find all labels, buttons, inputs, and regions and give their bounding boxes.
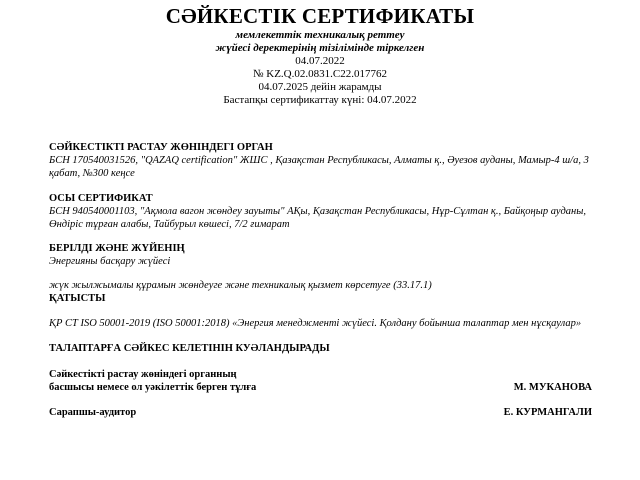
conformity-heading: ТАЛАПТАРҒА СӘЙКЕС КЕЛЕТІНІН КУӘЛАНДЫРАДЫ — [49, 343, 330, 354]
system-section — [49, 242, 614, 268]
system-heading: БЕРІЛДІ ЖӘНЕ ЖҮЙЕНІҢ — [49, 243, 185, 254]
organ-section — [49, 141, 614, 180]
scope-text: жүк жылжымалы құрамын жөндеуге және техникалық қызмет көрсетуге (33.17.1) — [49, 280, 432, 291]
standard-heading: ҚАТЫСТЫ — [49, 293, 106, 304]
certificate-number: № KZ.Q.02.0831.C22.017762 — [253, 68, 387, 80]
registry-line-2: жүйесі деректерінің тізілімінде тіркелген — [215, 42, 425, 54]
auditor-label: Сарапшы-аудитор — [49, 407, 137, 418]
auditor-signature-row — [49, 406, 592, 419]
head-signature-line1: Сәйкестікті растау жөніндегі органның — [49, 369, 237, 380]
issued-to-text: БСН 940540001103, "Ақмола вагон жөндеу зауыты" АҚы, Қазақстан Республикасы, Нұр-Сұлтан қ., Байқоңыр ауданы, Өндіріс тұрған алабы, Тайбурыл көшесі, 7/2 ғимарат — [49, 206, 586, 230]
head-signature-row — [49, 381, 592, 394]
head-signature-label: басшысы немесе ол уәкілеттік берген тұлға — [49, 382, 257, 393]
certificate-title: СӘЙКЕСТІК СЕРТИФИКАТЫ — [165, 4, 475, 28]
registration-date: 04.07.2022 — [295, 55, 345, 67]
initial-certification-date: Бастапқы сертификаттау күні: 04.07.2022 — [223, 94, 417, 106]
auditor-name: Е. КУРМАНГАЛИ — [503, 407, 592, 418]
organ-heading: СӘЙКЕСТІКТІ РАСТАУ ЖӨНІНДЕГІ ОРГАН — [49, 142, 273, 153]
system-text: Энергияны басқару жүйесі — [49, 256, 171, 267]
issued-to-section — [49, 192, 614, 231]
standard-section — [49, 292, 614, 330]
standard-text: ҚР СТ ISO 50001-2019 (ISO 50001:2018) «Энергия менеджменті жүйесі. Қолдану бойынша талаптар мен нұсқаулар» — [49, 318, 582, 329]
organ-text: БСН 170540031526, "QAZAQ certification" ЖШС , Қазақстан Республикасы, Алматы қ., Әуезов ауданы, Мамыр-4 ш/а, 3 қабат, №300 кеңсе — [49, 155, 589, 179]
valid-until: 04.07.2025 дейін жарамды — [258, 81, 382, 93]
issued-to-heading: ОСЫ СЕРТИФИКАТ — [49, 193, 153, 204]
head-name: М. МУКАНОВА — [513, 382, 592, 393]
registry-line-1: мемлекеттік техникалық реттеу — [235, 29, 405, 41]
